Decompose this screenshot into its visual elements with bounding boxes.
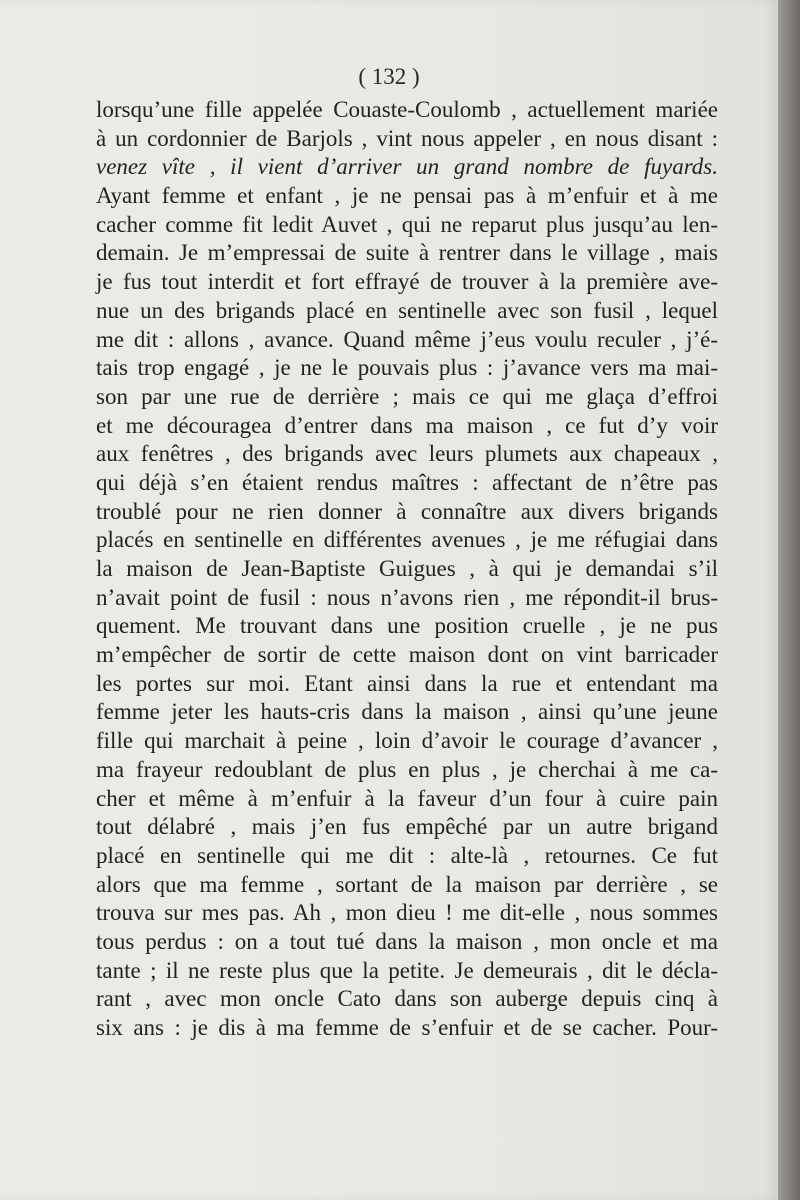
text-line: Ayant femme et enfant , je ne pensai pas à m’enfuir et à me	[96, 183, 718, 209]
text-line: me dit : allons , avance. Quand même j’eus voulu reculer , j’é-	[96, 326, 718, 352]
text-line: tais trop engagé , je ne le pouvais plus : j’avance vers ma mai-	[96, 355, 718, 381]
text-line: quement. Me trouvant dans une position cruelle , je ne pus	[96, 613, 718, 639]
text-line: qui déjà s’en étaient rendus maîtres : affectant de n’être pas	[96, 469, 718, 495]
text-line: placé en sentinelle qui me dit : alte-là , retournes. Ce fut	[96, 842, 718, 868]
text-line: alors que ma femme , sortant de la maison par derrière , se	[96, 871, 718, 897]
text-line: n’avait point de fusil : nous n’avons rien , me répondit-il brus-	[96, 584, 718, 610]
text-line: tous perdus : on a tout tué dans la maison , mon oncle et ma	[96, 928, 718, 954]
text-line: femme jeter les hauts-cris dans la maison , ainsi qu’une jeune	[96, 699, 718, 725]
page-number: ( 132 )	[358, 64, 420, 89]
text-line: la maison de Jean-Baptiste Guigues , à qui je demandai s’il	[96, 556, 718, 581]
text-line: demain. Je m’empressai de suite à rentrer dans le village , mais	[96, 240, 718, 266]
text-line: tante ; il ne reste plus que la petite. Je demeurais , dit le décla-	[96, 957, 718, 983]
text-line: trouva sur mes pas. Ah , mon dieu ! me dit-elle , nous sommes	[96, 900, 718, 926]
text-line: ma frayeur redoublant de plus en plus , je cherchai à me ca-	[96, 756, 718, 782]
text-line: fille qui marchait à peine , loin d’avoir le courage d’avancer ,	[96, 728, 718, 754]
text-line: cacher comme fit ledit Auvet , qui ne reparut plus jusqu’au len-	[96, 211, 718, 237]
text-line: à un cordonnier de Barjols , vint nous appeler , en nous disant :	[96, 125, 718, 151]
text-line: cher et même à m’enfuir à la faveur d’un four à cuire pain	[96, 785, 718, 811]
text-line: tout délabré , mais j’en fus empêché par un autre brigand	[96, 814, 718, 840]
text-line: nue un des brigands placé en sentinelle avec son fusil , lequel	[96, 297, 718, 323]
text-line: m’empêcher de sortir de cette maison dont on vint barricader	[96, 642, 718, 668]
text-line: venez vîte , il vient d’arriver un grand nombre de fuyards.	[96, 154, 718, 180]
text-line: troublé pour ne rien donner à connaître aux divers brigands	[96, 498, 718, 524]
text-line: lorsqu’une fille appelée Couaste-Coulomb , actuellement mariée	[96, 97, 718, 122]
text-line: et me découragea d’entrer dans ma maison , ce fut d’y voir	[96, 412, 718, 438]
text-line: six ans : je dis à ma femme de s’enfuir et de se cacher. Pour-	[96, 1015, 718, 1040]
text-line: placés en sentinelle en différentes avenues , je me réfugiai dans	[96, 527, 718, 553]
text-line: son par une rue de derrière ; mais ce qui me glaça d’effroi	[96, 383, 718, 409]
text-line: rant , avec mon oncle Cato dans son auberge depuis cinq à	[96, 986, 718, 1012]
body-text	[96, 96, 718, 1043]
text-line: aux fenêtres , des brigands avec leurs plumets aux chapeaux ,	[96, 441, 718, 467]
facing-page-edge	[778, 0, 800, 1200]
text-line: je fus tout interdit et fort effrayé de trouver à la première ave-	[96, 269, 718, 295]
text-line: les portes sur moi. Etant ainsi dans la rue et entendant ma	[96, 670, 718, 696]
